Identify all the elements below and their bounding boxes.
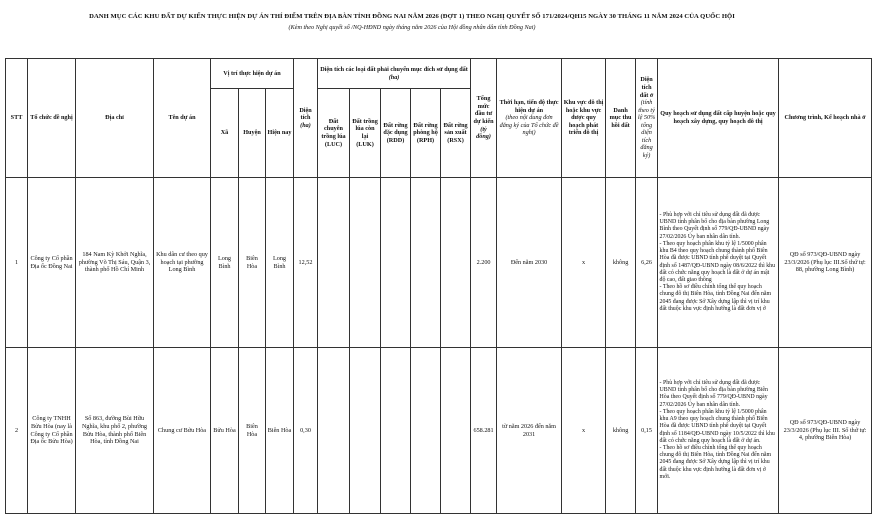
cell-address: 184 Nam Kỳ Khởi Nghĩa, phường Võ Thị Sáu, Quận 3, thành phố Hồ Chí Minh (76, 178, 154, 348)
cell-schedule: Đến năm 2030 (497, 178, 562, 348)
cell-housing-plan: QĐ số 973/QĐ-UBND ngày 23/3/2026 (Phụ lục III. Số thứ tự: 4, phường Biên Hòa) (779, 348, 872, 514)
col-header-land-types (318, 59, 471, 89)
cell-investment: 2.200 (471, 178, 497, 348)
col-header-schedule (497, 59, 562, 178)
cell-planning (658, 178, 779, 348)
cell-stt: 1 (6, 178, 28, 348)
area-header-label: Diện tích (299, 106, 312, 122)
col-header-address: Địa chỉ (76, 59, 154, 178)
cell-dev-zone: x (562, 178, 606, 348)
cell-tourism: không (606, 348, 636, 514)
col-header-commune: Xã (211, 89, 239, 178)
cell-area: 12,52 (294, 178, 318, 348)
document-subtitle: (Kèm theo Nghị quyết số /NQ-HĐND ngày tháng năm 2026 của Hội đồng nhân dân tỉnh Đồng Nai) (288, 24, 536, 31)
land-types-unit: (ha) (388, 73, 400, 81)
col-header-rph: Đất rừng phòng hộ (RPH) (411, 89, 441, 178)
cell-rph (411, 348, 441, 514)
cell-luc (318, 178, 350, 348)
col-header-project-name: Tên dự án (154, 59, 211, 178)
schedule-header-note: (theo nội dung đơn đăng ký của Tổ chức đề nghị) (499, 114, 559, 137)
ratio-header-label: Diện tích đất ở (639, 76, 654, 99)
col-header-rdd: Đất rừng đặc dụng (RDD) (381, 89, 411, 178)
cell-project-name: Khu dân cư theo quy hoạch tại phường Long Bình (154, 178, 211, 348)
cell-rsx (441, 178, 471, 348)
cell-project-name: Chung cư Bửu Hòa (154, 348, 211, 514)
cell-dev-zone: x (562, 348, 606, 514)
col-header-luk: Đất trồng lúa còn lại (LUK) (350, 89, 381, 178)
col-header-area (294, 59, 318, 178)
cell-ratio: 0,15 (636, 348, 658, 514)
cell-rsx (441, 348, 471, 514)
table-row (6, 348, 872, 514)
cell-address: Số 863, đường Bùi Hữu Nghĩa, khu phố 2, phường Bửu Hòa, thành phố Biên Hòa, tỉnh Đồng Nai (76, 348, 154, 514)
schedule-header-label: Thời hạn, tiến độ thực hiện dự án (499, 99, 559, 114)
col-header-housing-plan: Chương trình, Kế hoạch nhà ở (779, 59, 872, 178)
cell-planning (658, 348, 779, 514)
cell-area: 0,30 (294, 348, 318, 514)
col-header-rsx: Đất rừng sản xuất (RSX) (441, 89, 471, 178)
cell-stt: 2 (6, 348, 28, 514)
cell-luk (350, 348, 381, 514)
cell-org: Công ty TNHH Bửu Hòa (nay là Công ty Cổ phần Địa ốc Bửu Hòa) (28, 348, 76, 514)
area-header-unit: (ha) (300, 121, 311, 129)
cell-investment: 658.281 (471, 348, 497, 514)
cell-ratio: 6,26 (636, 178, 658, 348)
cell-rdd (381, 178, 411, 348)
land-types-label: Diện tích các loại đất phải chuyển mục đích sử dụng đất (320, 65, 468, 73)
cell-current: Long Bình (266, 178, 294, 348)
cell-luc (318, 348, 350, 514)
planning-note: - Theo hồ sơ điều chỉnh tổng thể quy hoạch chung đô thị Biên Hòa, tỉnh Đồng Nai đến năm 2045 đang được Sở Xây dựng lập thì vị trí khu đất thuộc khu vực định hướng là đất đơn vị ở (659, 284, 772, 312)
cell-rph (411, 178, 441, 348)
col-header-stt: STT (6, 59, 28, 178)
cell-district: Biên Hòa (239, 348, 266, 514)
cell-district: Biên Hòa (239, 178, 266, 348)
col-header-location: Vị trí thực hiện dự án (211, 59, 294, 89)
col-header-planning: Quy hoạch sử dụng đất cấp huyện hoặc quy hoạch xây dựng, quy hoạch đô thị (658, 59, 779, 178)
planning-note: - Theo quy hoạch phân khu tỷ lệ 1/5000 phân khu B4 theo quy hoạch chung thành phố Biên Hòa đã được UBND tỉnh phê duyệt tại Quyết định số 1487/QĐ-UBND ngày 08/6/2022 thì khu đất có chức năng quy hoạch là đất ở dự án mật độ cao, đất giao thông (659, 240, 776, 283)
col-header-district: Huyện (239, 89, 266, 178)
investment-header-unit: (tỷ đồng) (476, 125, 491, 141)
cell-org: Công ty Cổ phần Địa ốc Đồng Nai (28, 178, 76, 348)
col-header-ratio (636, 59, 658, 178)
col-header-dev-zone: Khu vực đô thị hoặc khu vực được quy hoạch phát triển đô thị (562, 59, 606, 178)
planning-note: - Theo quy hoạch phân khu tỷ lệ 1/5000 phân khu A9 theo quy hoạch chung thành phố Biên Hòa đã được UBND tỉnh phê duyệt tại Quyết định số 1184/QĐ-UBND ngày 10/5/2022 thì khu đất có chức năng quy hoạch là đất ở dự án. (659, 408, 775, 444)
cell-current: Biên Hòa (266, 348, 294, 514)
document-title: DANH MỤC CÁC KHU ĐẤT DỰ KIẾN THỰC HIỆN DỰ ÁN THÍ ĐIỂM TRÊN ĐỊA BÀN TỈNH ĐỒNG NAI NĂM 2026 (ĐỢT 1) THEO NGHỊ QUYẾT SỐ 171/2024/QH15 NGÀY 30 THÁNG 11 NĂM 2024 CỦA QUỐC HỘI (89, 13, 735, 20)
col-header-current: Hiện nay (266, 89, 294, 178)
cell-housing-plan: QĐ số 973/QĐ-UBND ngày 23/3/2026 (Phụ lục III.Số thứ tự: 88, phường Long Bình) (779, 178, 872, 348)
col-header-org: Tổ chức đề nghị (28, 59, 76, 178)
cell-schedule: từ năm 2026 đến năm 2031 (497, 348, 562, 514)
cell-tourism: không (606, 178, 636, 348)
cell-rdd (381, 348, 411, 514)
cell-commune: Long Bình (211, 178, 239, 348)
col-header-luc: Đất chuyên trồng lúa (LUC) (318, 89, 350, 178)
cell-commune: Bửu Hòa (211, 348, 239, 514)
cell-luk (350, 178, 381, 348)
investment-header-label: Tổng mức đầu tư dự kiến (473, 95, 494, 125)
land-plot-table (5, 58, 872, 514)
planning-note: - Theo hồ sơ điều chỉnh tổng thể quy hoạch chung đô thị Biên Hòa, tỉnh Đồng Nai đến năm 2045 đang được Sở Xây dựng lập thì vị trí khu đất thuộc khu vực định hướng là đất đơn vị ở mới. (659, 444, 772, 480)
ratio-header-note: (tính theo tỷ lệ 50% tổng diện tích đăng ký) (637, 99, 656, 160)
planning-note: - Phù hợp với chỉ tiêu sử dụng đất đã được UBND tỉnh phân bổ cho địa bàn phường Biên Hòa theo Quyết định số 779/QĐ-UBND ngày 27/02/2026 Ủy ban nhân dân tỉnh. (659, 380, 768, 408)
col-header-tourism: Danh mục thu hồi đất (606, 59, 636, 178)
table-row (6, 178, 872, 348)
col-header-investment (471, 59, 497, 178)
planning-note: - Phù hợp với chỉ tiêu sử dụng đất đã được UBND tỉnh phân bổ cho địa bàn phường Long Bình theo Quyết định số 779/QĐ-UBND ngày 27/02/2026 Ủy ban nhân dân tỉnh. (659, 212, 770, 240)
